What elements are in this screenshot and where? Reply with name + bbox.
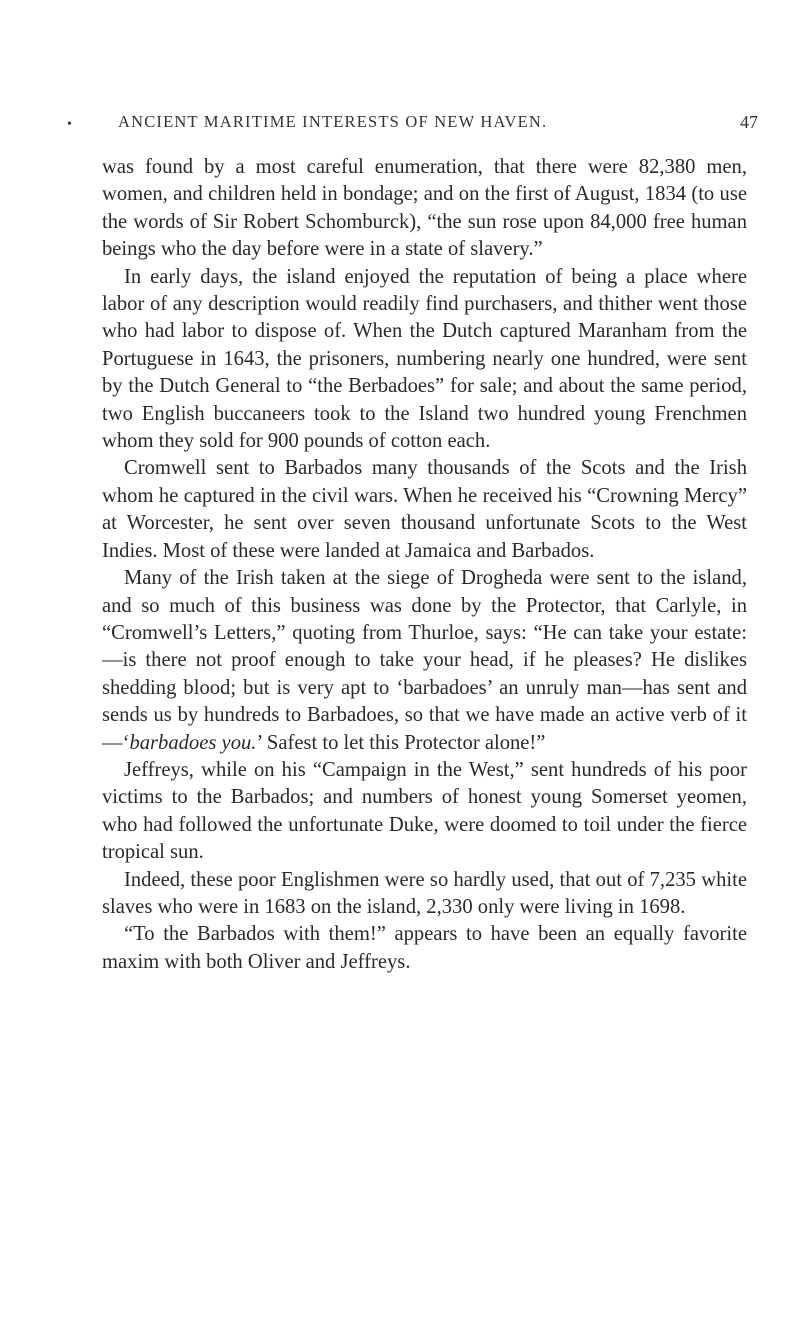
paragraph: “To the Barbados with them!” appears to have been an equally favorite maxim with both Oliver and Jeffreys. — [102, 923, 747, 973]
running-head — [118, 112, 758, 132]
paragraph: Jeffreys, while on his “Campaign in the West,” sent hundreds of his poor victims to the Barbados; and numbers of honest young Somerset yeomen, who had followed the unfortunate Duke, were doomed to toil under the fierce tropical sun. — [102, 758, 747, 864]
paragraph: Cromwell sent to Barbados many thousands of the Scots and the Irish whom he captured in the civil wars. When he received his “Crowning Mercy” at Worcester, he sent over seven thousand unfortunate Scots to the West Indies. Most of these were landed at Jamaica and Barbados. — [102, 457, 747, 562]
paragraph-text: ’ Safest to let this Protector alone!” — [256, 731, 546, 754]
running-head-title: ANCIENT MARITIME INTERESTS OF NEW HAVEN. — [118, 112, 548, 131]
page-number: 47 — [740, 112, 758, 132]
paragraph-continued: was found by a most careful enumeration, that there were 82,380 men, women, and children held in bondage; and on the first of August, 1834 (to use the words of Sir Robert Schomburck), “the sun rose upon 84,000 free human beings who the day before were in a state of slavery.” — [102, 156, 747, 261]
margin-bullet: • — [67, 117, 72, 132]
paragraph: Indeed, these poor Englishmen were so hardly used, that out of 7,235 white slaves who were in 1683 on the island, 2,330 only were living in 1698. — [102, 868, 747, 918]
paragraph-with-quote — [102, 565, 747, 757]
paragraph-text: Many of the Irish taken at the siege of Drogheda were sent to the island, and so much of this business was done by the Protector, that Carlyle, in “Cromwell’s Letters,” quoting from Thurloe, says: “He can take your estate:—is there not proof enough to take your head, if he pleases? He dislikes shedding blood; but is very apt to ‘barbadoes’ an unruly man—has sent and sends us by hundreds to Barbadoes, so that we have made an active verb of it—‘ — [102, 567, 747, 754]
paragraph: In early days, the island enjoyed the reputation of being a place where labor of any description would readily find purchasers, and thither went those who had labor to dispose of. When the Dutch captured Maranham from the Portuguese in 1643, the prisoners, numbering nearly one hundred, were sent by the Dutch General to “the Berbadoes” for sale; and about the same period, two English buccaneers took to the Island two hundred young Frenchmen whom they sold for 900 pounds of cotton each. — [102, 265, 747, 453]
body-text — [102, 154, 747, 976]
italic-phrase: barbadoes you. — [129, 731, 257, 754]
